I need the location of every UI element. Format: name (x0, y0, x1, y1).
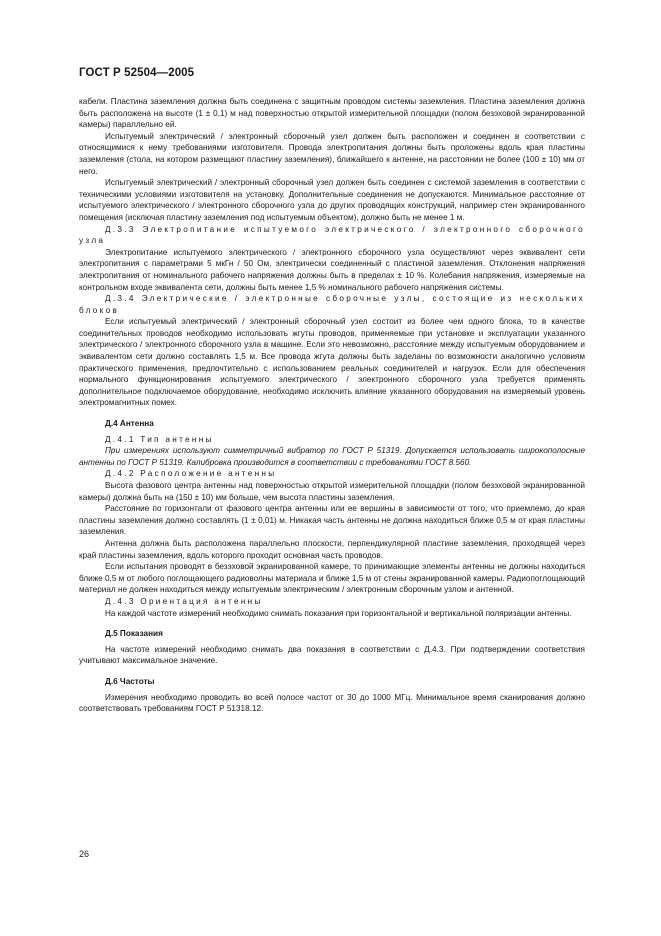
section-heading: Д.4 Антенна (105, 419, 154, 429)
paragraph: При измерениях используют симметричный вибратор по ГОСТ Р 51319. Допускается использовать широкополосные антенны по ГОСТ Р 51319. Калибровка производится в соответствии с требованиями ГОСТ 8.560. (79, 446, 585, 467)
paragraph: кабели. Пластина заземления должна быть соединена с защитным проводом системы заземления. Пластина заземления должна быть расположена на высоте (1 ± 0,1) м над поверхностью открытой измерительной площадки (полом безэховой экранированной камеры) параллельно ей. (79, 97, 585, 130)
subsection-heading: Д.3.4 Электрические / электронные сборочные узлы, состоящие из нескольких блоков (79, 294, 585, 315)
subsection-heading: Д.4.1 Тип антенны (105, 434, 214, 444)
subsection-heading: Д.4.3 Ориентация антенны (105, 596, 263, 606)
paragraph: Электропитание испытуемого электрического / электронного сборочного узла осуществляют через эквивалент сети электропитания с параметрами 5 мкГн / 50 Ом, электрически соединенный с пластиной заземления. Отклонения напряжения электропитания от номинального рабочего напряжения должны быть в пределах ± 10 %. Колебания напряжения, измеряемые на контрольном входе эквивалента сети, должны быть менее 1,5 % номинального рабочего напряжения системы. (79, 247, 585, 292)
subsection-heading: Д.4.2 Расположение антенны (105, 469, 277, 479)
document-body (79, 96, 585, 715)
paragraph: На каждой частоте измерений необходимо снимать показания при горизонтальной и вертикальной поляризации антенны. (105, 608, 572, 618)
page-number: 26 (79, 849, 90, 859)
section-heading: Д.6 Частоты (105, 676, 155, 686)
subsection-heading: Д.3.3 Электропитание испытуемого электрического / электронного сборочного узла (79, 224, 585, 246)
paragraph: На частоте измерений необходимо снимать два показания в соответствии с Д.4.3. При подтверждении соответствия учитывают максимальное значение. (79, 644, 585, 666)
paragraph: Если испытуемый электрический / электронный сборочный узел состоит из более чем одного блока, то в качестве соединительных проводов необходимо использовать жгуты проводов, применяемые при установке и эксплуатации указанного электрического / электронного сборочного узла в машине. Если это невозможно, расстояние между испытуемым оборудованием и эквивалентом сети должно составлять 1,5 м. Все провода жгута должны быть заделаны по возможности аналогично условиям практического применения, предпочтительно с использованием реальных соединителей и нагрузок. Если для обеспечения нормального функционирования испытуемого электрического / электронного сборочного узла требуется применять дополнительное подключаемое оборудование, необходимо исключить влияние указанного оборудования на измеряемый уровень электромагнитных помех. (79, 317, 585, 408)
paragraph: Расстояние по горизонтали от фазового центра антенны или ее вершины в зависимости от того, что приемлемо, до края пластины заземления должно составлять (1 ± 0,01) м. Никакая часть антенны не должна находиться ближе 0,5 м от края пластины заземления. (79, 504, 585, 537)
paragraph: Измерения необходимо проводить во всей полосе частот от 30 до 1000 МГц. Минимальное время сканирования должно соответствовать требованиям ГОСТ Р 51318.12. (79, 692, 585, 714)
document-header: ГОСТ Р 52504—2005 (79, 67, 195, 79)
paragraph: Испытуемый электрический / электронный сборочный узел должен быть соединен с системой заземления в соответствии с техническими условиями изготовителя на установку. Дополнительные соединения не допускаются. Минимальное расстояние от испытуемого электрического / электронного сборочного узла до других проводящих конструкций, например стен экранированного помещения (исключая пластину заземления под испытуемым объектом), должно быть не менее 1 м. (79, 178, 585, 222)
paragraph: Высота фазового центра антенны над поверхностью открытой измерительной площадки (полом безэховой экранированной камеры) должна быть на (150 ± 10) мм больше, чем высота пластины заземления. (79, 481, 585, 502)
paragraph: Если испытания проводят в безэховой экранированной камере, то принимающие элементы антенны не должны находиться ближе 0,5 м от любого поглощающего радиоволны материала и ближе 1,5 м от стены экранированной камеры. Радиопоглощающий материал не должен находиться между испытуемым электрическим / электронным сборочным узлом и антенной. (79, 562, 585, 595)
section-heading: Д.5 Показания (105, 629, 163, 639)
paragraph: Антенна должна быть расположена параллельно плоскости, перпендикулярной пластине заземления, проходящей через край пластины заземления, вдоль которого проходит основная часть проводов. (79, 538, 585, 560)
paragraph: Испытуемый электрический / электронный сборочный узел должен быть расположен и соединен в соответствии с относящимися к нему требованиями изготовителя. Провода электропитания должны быть проложены вдоль края пластины заземления (стола, на котором размещают пластину заземления), ближайшего к антенне, на расстоянии не более (100 ± 10) мм от него. (79, 131, 585, 176)
